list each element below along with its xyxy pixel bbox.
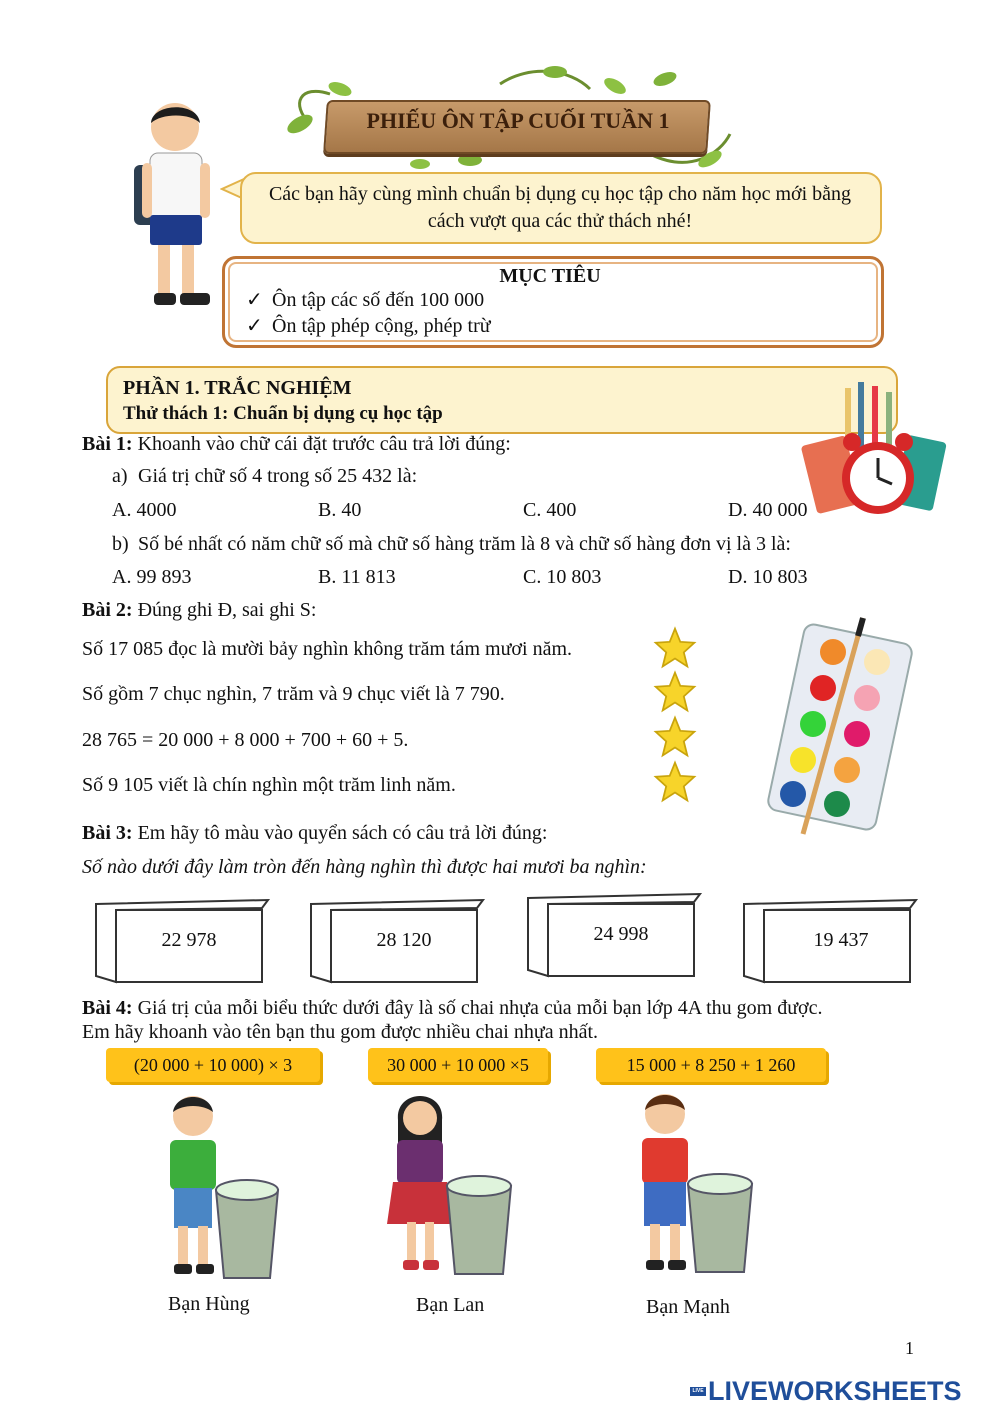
bai1-qb-prefix: b) (112, 533, 129, 555)
answer-option[interactable]: D. 40 000 (728, 499, 808, 521)
star-answer-slot[interactable] (653, 760, 697, 804)
bai3-question: Số nào dưới đây làm tròn đến hàng nghìn thì được hai mươi ba nghìn: (82, 856, 647, 878)
star-answer-slot[interactable] (653, 715, 697, 759)
bai4-instruction: Giá trị của mỗi biểu thức dưới đây là số chai nhựa của mỗi bạn lớp 4A thu gom được. (137, 997, 823, 1019)
kid-lan-illustration (385, 1086, 520, 1281)
kid-manh-illustration (630, 1086, 760, 1281)
bai3-label: Bài 3: (82, 822, 133, 844)
bai1-instruction: Khoanh vào chữ cái đặt trước câu trả lời đúng: (137, 433, 511, 455)
goal-item: Ôn tập các số đến 100 000 (272, 289, 485, 311)
bai3-instruction: Em hãy tô màu vào quyển sách có câu trả lời đúng: (137, 822, 548, 844)
expression-tag: 30 000 + 10 000 ×5 (368, 1048, 548, 1082)
bai4-instruction2: Em hãy khoanh vào tên bạn thu gom được nhiều chai nhựa nhất. (82, 1021, 599, 1043)
bai1-qa-prefix: a) (112, 465, 128, 487)
answer-option[interactable]: A. 4000 (112, 499, 177, 521)
page-number: 1 (905, 1338, 914, 1358)
bai4-line (82, 996, 823, 1020)
bai3-line (82, 821, 547, 845)
star-answer-slot[interactable] (653, 670, 697, 714)
book-answer[interactable]: 19 437 (813, 929, 869, 951)
kid-name[interactable]: Bạn Mạnh (646, 1296, 730, 1318)
part1-title: PHẦN 1. TRẮC NGHIỆM (123, 377, 352, 399)
expression-tag: 15 000 + 8 250 + 1 260 (596, 1048, 826, 1082)
brand-mark: LIVE (690, 1387, 706, 1396)
star-answer-slot[interactable] (653, 626, 697, 670)
book-answer[interactable]: 24 998 (593, 923, 649, 945)
kid-name[interactable]: Bạn Hùng (168, 1293, 250, 1315)
answer-option[interactable]: C. 400 (523, 499, 577, 521)
answer-option[interactable]: C. 10 803 (523, 566, 602, 588)
brand-text: LIVEWORKSHEETS (708, 1376, 962, 1406)
bai2-statement: Số gồm 7 chục nghìn, 7 trăm và 9 chục viết là 7 790. (82, 683, 505, 705)
answer-option[interactable]: B. 11 813 (318, 566, 396, 588)
bai2-label: Bài 2: (82, 599, 133, 621)
bai2-instruction: Đúng ghi Đ, sai ghi S: (137, 599, 317, 621)
bai2-line (82, 598, 316, 622)
bai1-line (82, 432, 511, 456)
speech-text: Các bạn hãy cùng mình chuẩn bị dụng cụ học tập cho năm học mới bằng cách vượt qua các thử thách nhé! (268, 183, 852, 232)
challenge-title: Thử thách 1: Chuẩn bị dụng cụ học tập (123, 403, 443, 424)
goal-item: Ôn tập phép cộng, phép trừ (272, 315, 491, 337)
bai2-statement: Số 9 105 viết là chín nghìn một trăm linh năm. (82, 774, 456, 796)
student-boy-illustration (120, 95, 230, 320)
bai1-qb-question: Số bé nhất có năm chữ số mà chữ số hàng trăm là 8 và chữ số hàng đơn vị là 3 là: (138, 533, 791, 555)
kid-name[interactable]: Bạn Lan (416, 1294, 485, 1316)
book-answer[interactable]: 28 120 (376, 929, 432, 951)
goals-heading: MỤC TIÊU (499, 265, 601, 287)
bai2-statement: 28 765 = 20 000 + 8 000 + 700 + 60 + 5. (82, 729, 409, 751)
bai2-statement: Số 17 085 đọc là mười bảy nghìn không trăm tám mươi năm. (82, 638, 572, 660)
school-supplies-illustration (800, 378, 950, 528)
answer-option[interactable]: B. 40 (318, 499, 362, 521)
goal-check-icon: ✓ (246, 289, 263, 311)
bai1-label: Bài 1: (82, 433, 133, 455)
expression-tag: (20 000 + 10 000) × 3 (106, 1048, 320, 1082)
book-answer[interactable]: 22 978 (161, 929, 217, 951)
page-title: PHIẾU ÔN TẬP CUỐI TUẦN 1 (366, 108, 670, 133)
kid-hung-illustration (158, 1090, 288, 1285)
goal-check-icon: ✓ (246, 315, 263, 337)
bai4-label: Bài 4: (82, 997, 133, 1019)
liveworksheets-logo (690, 1376, 990, 1408)
answer-option[interactable]: A. 99 893 (112, 566, 192, 588)
bai1-qa-question: Giá trị chữ số 4 trong số 25 432 là: (138, 465, 418, 487)
answer-option[interactable]: D. 10 803 (728, 566, 808, 588)
paint-palette-illustration (755, 612, 915, 837)
